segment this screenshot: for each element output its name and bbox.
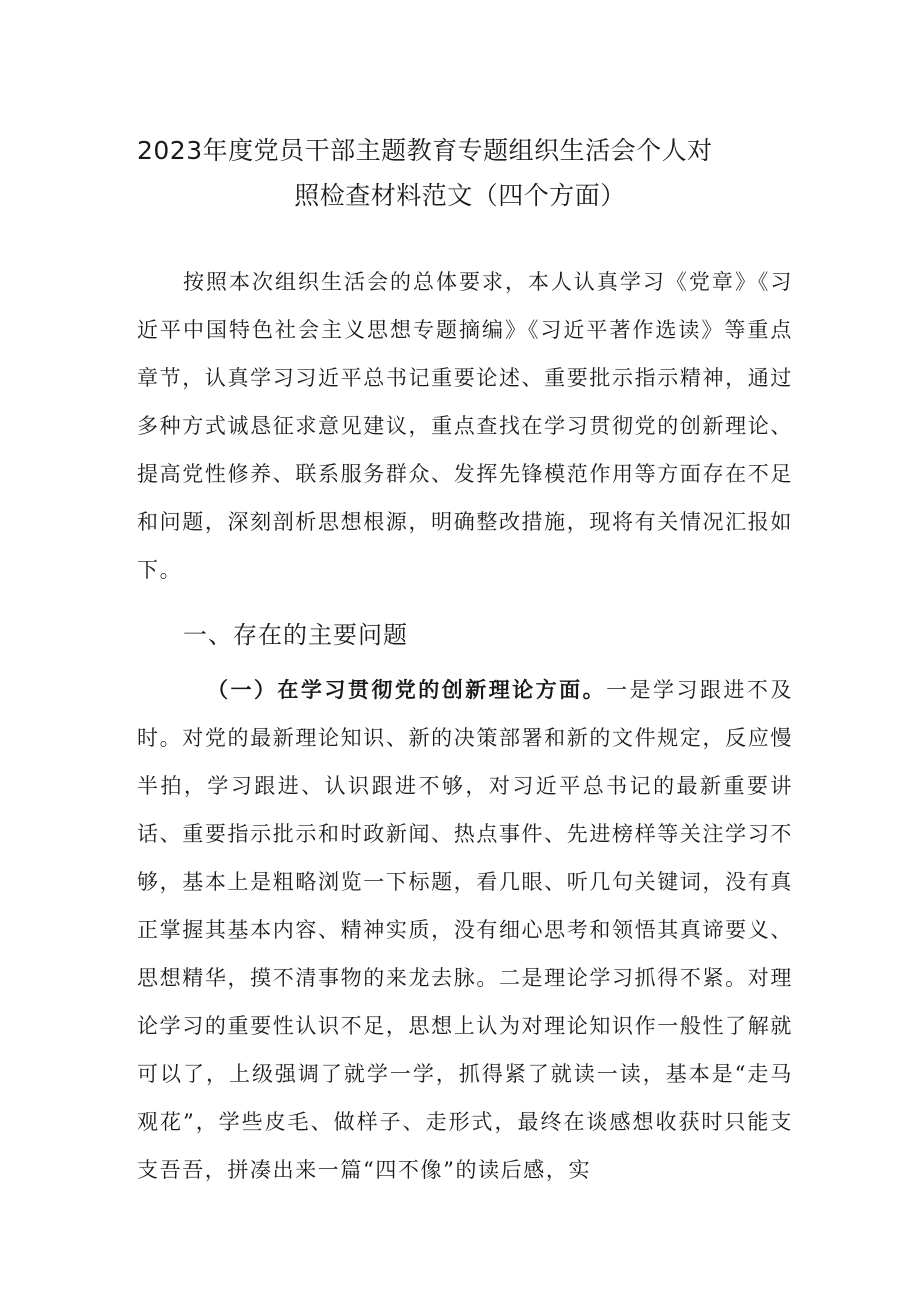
document-title-line-2: 照检查材料范文（四个方面） [294,181,626,210]
section-1-body-text: 一是学习跟进不及时。对党的最新理论知识、新的决策部署和新的文件规定，反应慢半拍，学习跟进、认识跟进不够，对习近平总书记的最新重要讲话、重要指示批示和时政新闻、热点事件、先进榜样等关注学习不够，基本上是粗略浏览一下标题，看几眼、听几句关键词，没有真正掌握其基本内容、精神实质，没有细心思考和领悟其真谛要义、思想精华，摸不清事物的来龙去脉。二是理论学习抓得不紧。对理论学习的重要性认识不足，思想上认为对理论知识作一般性了解就可以了，上级强调了就学一学，抓得紧了就读一读，基本是“走马观花”，学些皮毛、做样子、走形式，最终在谈感想收获时只能支支吾吾，拼凑出来一篇“四不像”的读后感，实 [137,678,793,1182]
section-heading-1: 一、存在的主要问题 [183,621,408,649]
document-title-line-1: 2023年度党员干部主题教育专题组织生活会个人对 [137,136,713,165]
intro-paragraph: 按照本次组织生活会的总体要求，本人认真学习《党章》《习近平中国特色社会主义思想专题摘编》《习近平著作选读》等重点章节，认真学习习近平总书记重要论述、重要批示指示精神，通过多种方式诚恳征求意见建议，重点查找在学习贯彻党的创新理论、提高党性修养、联系服务群众、发挥先锋模范作用等方面存在不足和问题，深刻剖析思想根源，明确整改措施，现将有关情况汇报如下。 [137,270,793,582]
section-1-paragraph [137,666,793,1194]
section-1-subheading: （一）在学习贯彻党的创新理论方面。 [207,677,607,702]
